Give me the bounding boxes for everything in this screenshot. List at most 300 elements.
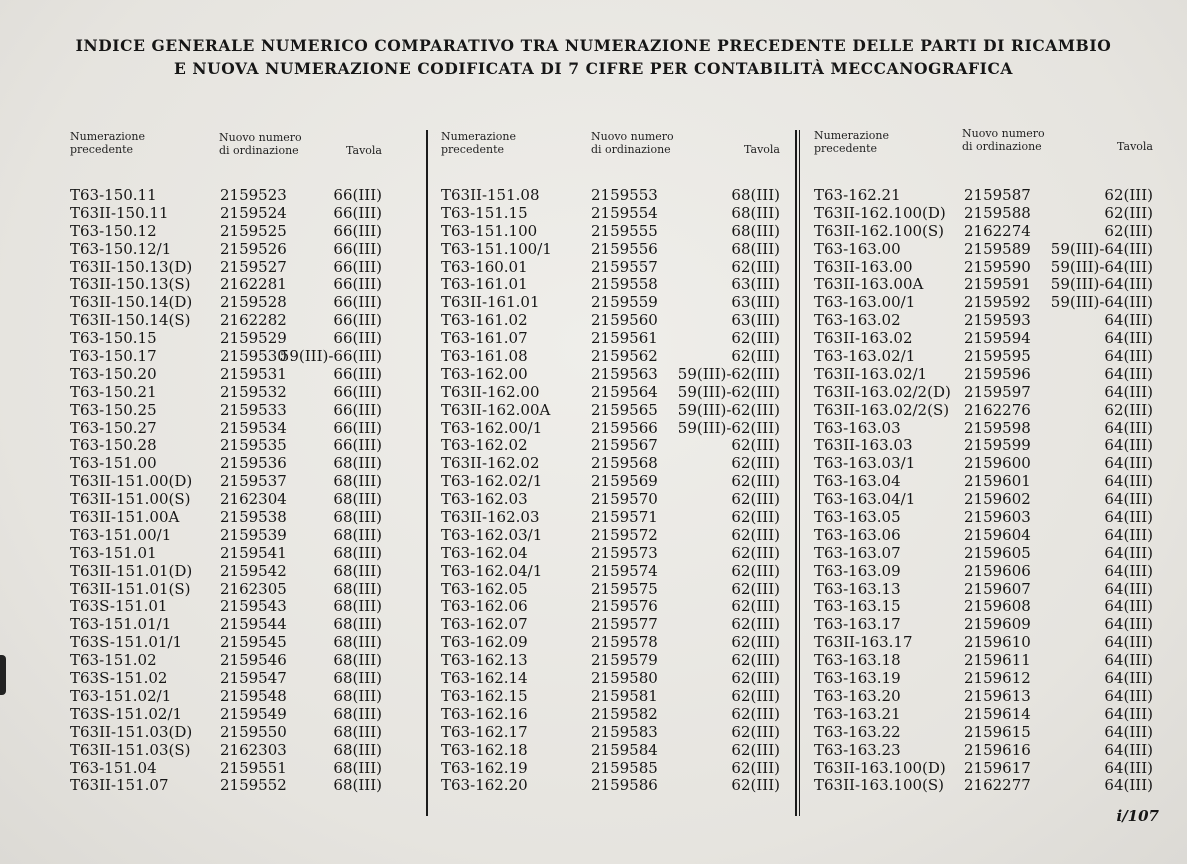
table-row [814, 275, 1155, 293]
new-order-number: 2159616 [964, 740, 1031, 759]
header-old-number [814, 129, 889, 163]
old-number: T63-163.03/1 [814, 454, 916, 473]
new-order-number: 2159608 [964, 597, 1031, 616]
old-number: T63II-163.02/1 [814, 364, 928, 383]
new-order-number: 2159531 [220, 364, 287, 383]
old-number: T63II-151.00A [70, 508, 180, 527]
index-rows [441, 186, 782, 794]
new-order-number: 2159583 [591, 722, 658, 741]
index-rows [814, 186, 1155, 794]
new-order-number: 2159603 [964, 508, 1031, 527]
old-number: T63-150.11 [70, 186, 157, 204]
tavola: 68(III) [731, 239, 780, 258]
old-number: T63-162.03/1 [441, 525, 543, 544]
table-row [70, 436, 388, 454]
tavola: 64(III) [1104, 543, 1153, 562]
old-number: T63-150.28 [70, 436, 157, 455]
tavola: 59(III)-62(III) [677, 382, 780, 401]
table-row [814, 508, 1155, 526]
tavola: 59(III)-64(III) [1050, 275, 1153, 294]
table-row [441, 293, 782, 311]
new-order-number: 2159581 [591, 686, 658, 705]
tavola: 66(III) [333, 239, 382, 258]
old-number: T63-162.04/1 [441, 561, 543, 580]
tavola: 62(III) [731, 329, 780, 348]
old-number: T63-162.14 [441, 669, 528, 688]
table-row [814, 741, 1155, 759]
header-old-line-2: precedente [814, 142, 878, 155]
header-tavola: Tavola [1117, 140, 1153, 153]
table-row [814, 222, 1155, 240]
table-row [70, 651, 388, 669]
old-number: T63II-162.03 [441, 508, 540, 527]
new-order-number: 2159556 [591, 239, 658, 258]
new-order-number: 2159590 [964, 257, 1031, 276]
table-row [814, 544, 1155, 562]
old-number: T63-162.00/1 [441, 418, 543, 437]
old-number: T63-163.04 [814, 472, 901, 491]
table-row [70, 580, 388, 598]
tavola: 62(III) [731, 347, 780, 366]
tavola: 62(III) [731, 561, 780, 580]
new-order-number: 2159566 [591, 418, 658, 437]
new-order-number: 2159601 [964, 472, 1031, 491]
table-row [441, 490, 782, 508]
header-new-line-2: di ordinazione [962, 140, 1042, 153]
tavola: 66(III) [333, 293, 382, 312]
column-divider-double [795, 130, 800, 816]
new-order-number: 2159533 [220, 400, 287, 419]
table-row [441, 741, 782, 759]
old-number: T63-163.03 [814, 418, 901, 437]
header-new-number [962, 127, 1045, 161]
new-order-number: 2159578 [591, 633, 658, 652]
old-number: T63-151.100/1 [441, 239, 552, 258]
tavola: 64(III) [1104, 525, 1153, 544]
new-order-number: 2159555 [591, 221, 658, 240]
old-number: T63-163.21 [814, 704, 901, 723]
tavola: 62(III) [731, 579, 780, 598]
old-number: T63-151.15 [441, 203, 528, 222]
table-row [70, 186, 388, 204]
table-row [814, 436, 1155, 454]
new-order-number: 2159544 [220, 615, 287, 634]
old-number: T63II-163.00 [814, 257, 913, 276]
old-number: T63II-151.01(S) [70, 579, 191, 598]
tavola: 62(III) [731, 722, 780, 741]
old-number: T63-150.12/1 [70, 239, 172, 258]
new-order-number: 2159557 [591, 257, 658, 276]
old-number: T63-161.02 [441, 311, 528, 330]
tavola: 64(III) [1104, 382, 1153, 401]
new-order-number: 2159530 [220, 347, 287, 366]
table-row [814, 597, 1155, 615]
old-number: T63-163.09 [814, 561, 901, 580]
old-number: T63-160.01 [441, 257, 528, 276]
table-row [814, 526, 1155, 544]
old-number: T63-163.23 [814, 740, 901, 759]
new-order-number: 2159572 [591, 525, 658, 544]
tavola: 64(III) [1104, 651, 1153, 670]
new-order-number: 2159563 [591, 364, 658, 383]
index-rows [70, 186, 388, 794]
table-row [814, 258, 1155, 276]
tavola: 62(III) [731, 597, 780, 616]
table-row [441, 383, 782, 401]
old-number: T63II-163.03 [814, 436, 913, 455]
new-order-number: 2159615 [964, 722, 1031, 741]
header-old-line-1: Numerazione [70, 130, 145, 143]
tavola: 66(III) [333, 311, 382, 330]
tavola: 64(III) [1104, 740, 1153, 759]
new-order-number: 2159595 [964, 347, 1031, 366]
tavola: 62(III) [1104, 221, 1153, 240]
tavola: 63(III) [731, 275, 780, 294]
table-row [70, 275, 388, 293]
old-number: T63-162.06 [441, 597, 528, 616]
old-number: T63-151.100 [441, 221, 538, 240]
table-row [70, 562, 388, 580]
old-number: T63-151.02/1 [70, 686, 172, 705]
old-number: T63II-162.100(D) [814, 203, 946, 222]
tavola: 68(III) [731, 186, 780, 204]
tavola: 68(III) [333, 776, 382, 795]
old-number: T63II-151.01(D) [70, 561, 193, 580]
old-number: T63-150.25 [70, 400, 157, 419]
new-order-number: 2162304 [220, 490, 287, 509]
tavola: 68(III) [731, 203, 780, 222]
tavola: 62(III) [731, 436, 780, 455]
new-order-number: 2159609 [964, 615, 1031, 634]
tavola: 64(III) [1104, 490, 1153, 509]
table-row [70, 669, 388, 687]
tavola: 68(III) [333, 525, 382, 544]
page-title [0, 34, 1187, 80]
old-number: T63II-162.00A [441, 400, 551, 419]
old-number: T63-163.18 [814, 651, 901, 670]
table-row [814, 562, 1155, 580]
old-number: T63-151.04 [70, 758, 157, 777]
table-row [70, 759, 388, 777]
tavola: 64(III) [1104, 472, 1153, 491]
header-new-line-1: Nuovo numero [591, 130, 674, 143]
old-number: T63-162.17 [441, 722, 528, 741]
table-row [70, 526, 388, 544]
table-row [70, 258, 388, 276]
table-row [441, 723, 782, 741]
old-number: T63-163.02/1 [814, 347, 916, 366]
old-number: T63-163.15 [814, 597, 901, 616]
old-number: T63-151.01 [70, 543, 157, 562]
new-order-number: 2159570 [591, 490, 658, 509]
tavola: 64(III) [1104, 329, 1153, 348]
table-row [441, 436, 782, 454]
table-row [814, 419, 1155, 437]
tavola: 59(III)-66(III) [279, 347, 382, 366]
table-row [70, 365, 388, 383]
table-row [70, 597, 388, 615]
old-number: T63-162.18 [441, 740, 528, 759]
header-new-line-2: di ordinazione [591, 143, 671, 156]
new-order-number: 2159592 [964, 293, 1031, 312]
tavola: 59(III)-62(III) [677, 364, 780, 383]
page-number: i/107 [1116, 807, 1159, 825]
table-row [814, 347, 1155, 365]
tavola: 68(III) [333, 615, 382, 634]
table-row [70, 615, 388, 633]
tavola: 68(III) [333, 579, 382, 598]
header-old-line-1: Numerazione [441, 130, 516, 143]
tavola: 68(III) [333, 686, 382, 705]
new-order-number: 2159548 [220, 686, 287, 705]
old-number: T63-162.09 [441, 633, 528, 652]
new-order-number: 2159542 [220, 561, 287, 580]
table-row [70, 741, 388, 759]
table-row [441, 275, 782, 293]
tavola: 68(III) [333, 543, 382, 562]
tavola: 64(III) [1104, 311, 1153, 330]
table-row [814, 705, 1155, 723]
table-row [814, 186, 1155, 204]
tavola: 66(III) [333, 329, 382, 348]
new-order-number: 2159543 [220, 597, 287, 616]
tavola: 68(III) [333, 669, 382, 688]
new-order-number: 2159525 [220, 221, 287, 240]
table-row [70, 472, 388, 490]
old-number: T63II-162.00 [441, 382, 540, 401]
new-order-number: 2159562 [591, 347, 658, 366]
new-order-number: 2159538 [220, 508, 287, 527]
table-row [441, 776, 782, 794]
table-row [441, 633, 782, 651]
new-order-number: 2159527 [220, 257, 287, 276]
tavola: 68(III) [333, 508, 382, 527]
tavola: 66(III) [333, 418, 382, 437]
old-number: T63-162.07 [441, 615, 528, 634]
new-order-number: 2162281 [220, 275, 287, 294]
tavola: 63(III) [731, 311, 780, 330]
old-number: T63-150.21 [70, 382, 157, 401]
table-row [441, 597, 782, 615]
table-row [814, 723, 1155, 741]
title-line-2: E NUOVA NUMERAZIONE CODIFICATA DI 7 CIFRE PER CONTABILITÀ MECCANOGRAFICA [173, 59, 1014, 78]
old-number: T63II-163.100(D) [814, 758, 946, 777]
table-row [70, 687, 388, 705]
old-number: T63II-161.01 [441, 293, 540, 312]
tavola: 59(III)-62(III) [677, 418, 780, 437]
new-order-number: 2159569 [591, 472, 658, 491]
table-row [441, 311, 782, 329]
new-order-number: 2159561 [591, 329, 658, 348]
new-order-number: 2162303 [220, 740, 287, 759]
old-number: T63II-151.03(S) [70, 740, 191, 759]
old-number: T63-163.06 [814, 525, 901, 544]
new-order-number: 2159604 [964, 525, 1031, 544]
new-order-number: 2159613 [964, 686, 1031, 705]
new-order-number: 2159560 [591, 311, 658, 330]
new-order-number: 2159535 [220, 436, 287, 455]
tavola: 68(III) [333, 472, 382, 491]
header-tavola: Tavola [346, 144, 382, 157]
new-order-number: 2159576 [591, 597, 658, 616]
title-line-1: INDICE GENERALE NUMERICO COMPARATIVO TRA NUMERAZIONE PRECEDENTE DELLE PARTI DI RICAMBIO [75, 36, 1112, 55]
new-order-number: 2159600 [964, 454, 1031, 473]
table-row [70, 723, 388, 741]
header-old-line-2: precedente [441, 143, 505, 156]
table-row [70, 401, 388, 419]
tavola: 64(III) [1104, 633, 1153, 652]
tavola: 64(III) [1104, 704, 1153, 723]
new-order-number: 2159547 [220, 669, 287, 688]
new-order-number: 2159574 [591, 561, 658, 580]
old-number: T63-163.20 [814, 686, 901, 705]
tavola: 59(III)-64(III) [1050, 257, 1153, 276]
old-number: T63II-163.02/2(S) [814, 400, 950, 419]
tavola: 66(III) [333, 275, 382, 294]
header-new-line-2: di ordinazione [219, 144, 299, 157]
old-number: T63II-150.13(D) [70, 257, 193, 276]
old-number: T63-163.05 [814, 508, 901, 527]
table-row [441, 222, 782, 240]
new-order-number: 2159614 [964, 704, 1031, 723]
tavola: 66(III) [333, 221, 382, 240]
tavola: 64(III) [1104, 508, 1153, 527]
old-number: T63-163.13 [814, 579, 901, 598]
table-row [441, 472, 782, 490]
tavola: 62(III) [731, 508, 780, 527]
tavola: 66(III) [333, 364, 382, 383]
new-order-number: 2159565 [591, 400, 658, 419]
table-row [441, 759, 782, 777]
new-order-number: 2159528 [220, 293, 287, 312]
header-tavola: Tavola [744, 143, 780, 156]
new-order-number: 2159587 [964, 186, 1031, 204]
tavola: 62(III) [731, 669, 780, 688]
old-number: T63II-150.14(D) [70, 293, 193, 312]
tavola: 68(III) [333, 454, 382, 473]
new-order-number: 2159579 [591, 651, 658, 670]
old-number: T63S-151.02 [70, 669, 168, 688]
tavola: 62(III) [731, 257, 780, 276]
new-order-number: 2159559 [591, 293, 658, 312]
table-row [441, 615, 782, 633]
old-number: T63II-163.100(S) [814, 776, 945, 795]
tavola: 68(III) [333, 633, 382, 652]
tavola: 64(III) [1104, 758, 1153, 777]
old-number: T63-163.19 [814, 669, 901, 688]
table-row [441, 562, 782, 580]
table-row [70, 222, 388, 240]
table-row [814, 776, 1155, 794]
tavola: 66(III) [333, 186, 382, 204]
old-number: T63II-151.07 [70, 776, 169, 795]
table-row [70, 454, 388, 472]
old-number: T63-162.00 [441, 364, 528, 383]
tavola: 62(III) [731, 686, 780, 705]
new-order-number: 2159606 [964, 561, 1031, 580]
new-order-number: 2162274 [964, 221, 1031, 240]
tavola: 68(III) [333, 722, 382, 741]
new-order-number: 2159554 [591, 203, 658, 222]
new-order-number: 2159582 [591, 704, 658, 723]
table-row [70, 508, 388, 526]
old-number: T63II-162.02 [441, 454, 540, 473]
old-number: T63-162.13 [441, 651, 528, 670]
table-row [814, 401, 1155, 419]
table-row [814, 329, 1155, 347]
new-order-number: 2159607 [964, 579, 1031, 598]
tavola: 64(III) [1104, 597, 1153, 616]
table-row [441, 186, 782, 204]
table-row [814, 472, 1155, 490]
new-order-number: 2159594 [964, 329, 1031, 348]
new-order-number: 2159567 [591, 436, 658, 455]
new-order-number: 2159577 [591, 615, 658, 634]
tavola: 64(III) [1104, 669, 1153, 688]
new-order-number: 2159596 [964, 364, 1031, 383]
new-order-number: 2159611 [964, 651, 1031, 670]
new-order-number: 2159568 [591, 454, 658, 473]
tavola: 59(III)-64(III) [1050, 293, 1153, 312]
old-number: T63S-151.01/1 [70, 633, 183, 652]
tavola: 64(III) [1104, 347, 1153, 366]
table-row [441, 687, 782, 705]
new-order-number: 2159599 [964, 436, 1031, 455]
tavola: 68(III) [333, 740, 382, 759]
tavola: 62(III) [731, 758, 780, 777]
old-number: T63-162.16 [441, 704, 528, 723]
old-number: T63II-163.02 [814, 329, 913, 348]
new-order-number: 2159593 [964, 311, 1031, 330]
tavola: 62(III) [731, 525, 780, 544]
new-order-number: 2159597 [964, 382, 1031, 401]
old-number: T63-161.08 [441, 347, 528, 366]
header-new-number [591, 130, 674, 164]
tavola: 59(III)-62(III) [677, 400, 780, 419]
table-row [814, 383, 1155, 401]
old-number: T63-163.07 [814, 543, 901, 562]
old-number: T63-163.22 [814, 722, 901, 741]
table-row [70, 419, 388, 437]
new-order-number: 2159536 [220, 454, 287, 473]
tavola: 66(III) [333, 400, 382, 419]
table-row [814, 311, 1155, 329]
table-row [70, 293, 388, 311]
old-number: T63-161.01 [441, 275, 528, 294]
table-row [814, 651, 1155, 669]
tavola: 68(III) [731, 221, 780, 240]
table-row [441, 580, 782, 598]
old-number: T63-150.27 [70, 418, 157, 437]
tavola: 62(III) [731, 490, 780, 509]
new-order-number: 2162305 [220, 579, 287, 598]
table-row [70, 240, 388, 258]
tavola: 64(III) [1104, 615, 1153, 634]
old-number: T63-151.00 [70, 454, 157, 473]
table-row [814, 615, 1155, 633]
old-number: T63-163.00 [814, 239, 901, 258]
new-order-number: 2159558 [591, 275, 658, 294]
header-old-number [441, 130, 516, 164]
old-number: T63-161.07 [441, 329, 528, 348]
tavola: 66(III) [333, 436, 382, 455]
tavola: 64(III) [1104, 364, 1153, 383]
old-number: T63-163.17 [814, 615, 901, 634]
tavola: 64(III) [1104, 561, 1153, 580]
tavola: 68(III) [333, 651, 382, 670]
table-row [441, 258, 782, 276]
tavola: 68(III) [333, 597, 382, 616]
